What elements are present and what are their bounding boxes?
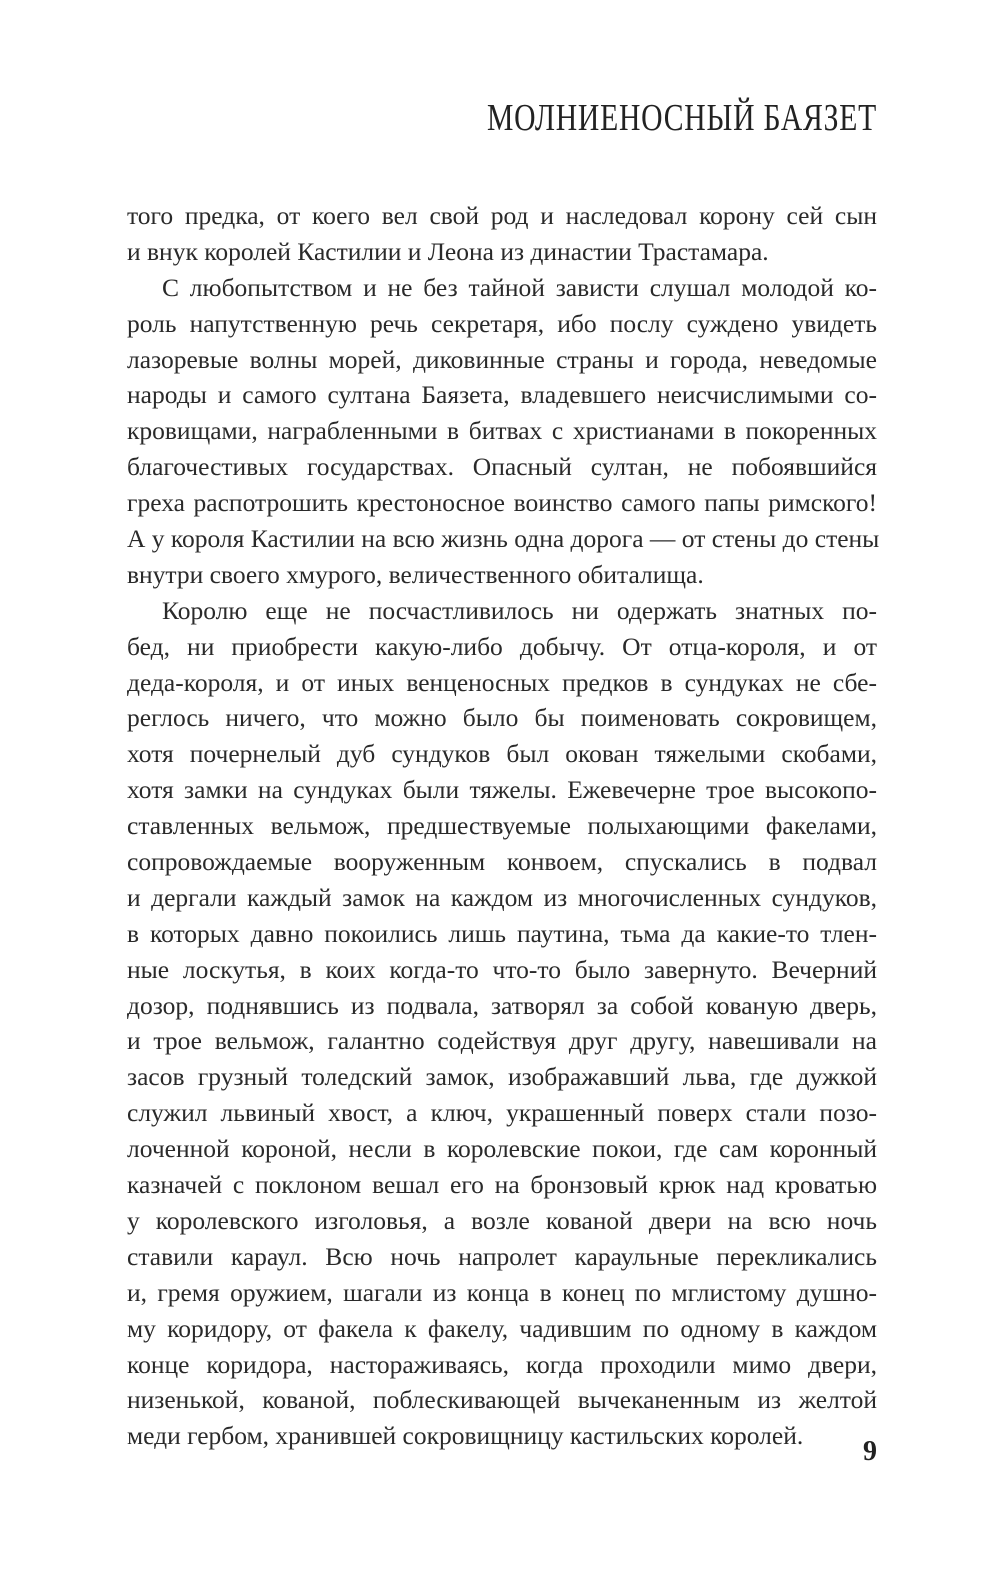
- running-header: МОЛНИЕНОСНЫЙ БАЯЗЕТ: [487, 97, 877, 139]
- text-line: А у короля Кастилии на всю жизнь одна дорога — от стены до стены: [127, 524, 880, 554]
- text-line: служил львиный хвост, а ключ, украшенный поверх стали позо-: [127, 1098, 877, 1128]
- text-line: греха распотрошить крестоносное воинство самого папы римского!: [127, 488, 877, 518]
- text-line: кровищами, награбленными в битвах с христианами в покоренных: [127, 416, 877, 446]
- text-line: лазоревые волны морей, диковинные страны и города, неведомые: [127, 344, 877, 374]
- text-line: бед, ни приобрести какую-либо добычу. От отца-короля, и от: [127, 631, 877, 661]
- body-text: [127, 198, 880, 1454]
- text-line: С любопытством и не без тайной зависти слушал молодой ко-: [162, 272, 877, 302]
- text-line: му коридору, от факела к факелу, чадившим по одному в каждом: [127, 1313, 877, 1343]
- text-line: роль напутственную речь секретаря, ибо послу суждено увидеть: [127, 308, 877, 338]
- text-line: в которых давно покоились лишь паутина, тьма да какие-то тлен-: [127, 918, 877, 948]
- text-line: дозор, поднявшись из подвала, затворял за собой кованую дверь,: [127, 990, 877, 1020]
- text-line: и трое вельмож, галантно содействуя друг другу, навешивали на: [127, 1026, 877, 1056]
- text-line: внутри своего хмурого, величественного обиталища.: [127, 559, 704, 589]
- text-line: Королю еще не посчастливилось ни одержать знатных по-: [162, 595, 877, 625]
- text-line: благочестивых государствах. Опасный султан, не побоявшийся: [127, 452, 877, 482]
- text-line: казначей с поклоном вешал его на бронзовый крюк над кроватью: [127, 1170, 877, 1200]
- text-line: конце коридора, настораживаясь, когда проходили мимо двери,: [127, 1349, 877, 1379]
- text-line: и, гремя оружием, шагали из конца в конец по мглистому душно-: [127, 1277, 877, 1307]
- text-line: меди гербом, хранившей сокровищницу кастильских королей.: [127, 1421, 804, 1451]
- text-line: низенькой, кованой, поблескивающей вычеканенным из желтой: [127, 1385, 877, 1415]
- text-line: хотя почернелый дуб сундуков был окован тяжелыми скобами,: [127, 739, 877, 769]
- page-number: 9: [863, 1436, 877, 1467]
- text-line: народы и самого султана Баязета, владевшего неисчислимыми со-: [127, 380, 877, 410]
- text-line: деда-короля, и от иных венценосных предков в сундуках не сбе-: [127, 667, 877, 697]
- text-line: того предка, от коего вел свой род и наследовал корону сей сын: [127, 201, 877, 230]
- text-line: и дергали каждый замок на каждом из многочисленных сундуков,: [127, 882, 877, 912]
- text-line: лоченной короной, несли в королевские покои, где сам коронный: [127, 1134, 877, 1164]
- text-line: ставили караул. Всю ночь напролет караульные перекликались: [127, 1241, 877, 1271]
- text-line: сопровождаемые вооруженным конвоем, спускались в подвал: [127, 847, 877, 877]
- text-line: у королевского изголовья, а возле кованой двери на всю ночь: [127, 1205, 877, 1235]
- text-line: хотя замки на сундуках были тяжелы. Ежевечерне трое высокопо-: [127, 775, 877, 805]
- text-line: и внук королей Кастилии и Леона из династии Трастамара.: [127, 236, 769, 266]
- text-line: ставленных вельмож, предшествуемые полыхающими факелами,: [127, 811, 877, 841]
- text-line: ные лоскутья, в коих когда-то что-то было завернуто. Вечерний: [127, 954, 877, 984]
- text-line: реглось ничего, что можно было бы поименовать сокровищем,: [127, 703, 877, 733]
- text-line: засов грузный толедский замок, изображавший льва, где дужкой: [127, 1062, 877, 1092]
